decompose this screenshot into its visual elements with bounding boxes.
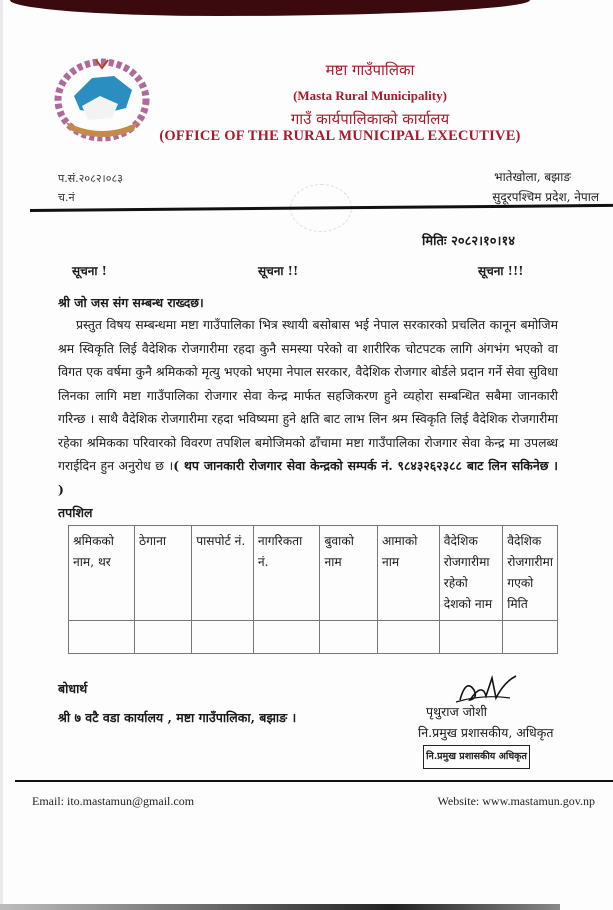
bodharth-recipient: श्री ७ वटै वडा कार्यालय , मष्टा गाउँपालिका, बझाङ । — [58, 710, 297, 725]
footer-divider — [15, 780, 613, 782]
issue-date: मितिः २०८२।१०।१४ — [422, 234, 516, 249]
table-cell[interactable] — [320, 621, 378, 654]
col-father-name: बुवाको नाम — [320, 526, 378, 621]
signature-icon — [452, 672, 522, 706]
col-worker-name: श्रमिकको नाम, थर — [69, 526, 135, 621]
table-header-row — [69, 526, 558, 621]
notice-body — [58, 313, 558, 501]
table-cell[interactable] — [377, 621, 439, 654]
notice-heading-3: सूचना !!! — [478, 264, 524, 278]
signatory-role: नि.प्रमुख प्रशासकीय, अधिकृत — [418, 725, 554, 740]
municipality-name-np: मष्टा गाउँपालिका — [325, 61, 415, 79]
table-cell[interactable] — [439, 621, 502, 654]
signatory-name: पृथुराज जोशी — [426, 704, 487, 719]
notice-paragraph: प्रस्तुत विषय सम्बन्धमा मष्टा गाउँपालिका भित्र स्थायी बसोबास भई नेपाल सरकारको प्रचलित कानून बमोजिम श्रम स्विकृति लिई वैदेशिक रोजगारीमा रहदा कुनै समस्या परेको वा शारीरिक चोटपटक लागि अंगभंग भएको वा विगत एक वर्षमा कुनै श्रमिकको मृत्यु भएको भएमा नेपाल सरकार, वैदेशिक रोजगार बोर्डले प्रदान गर्ने सेवा सुविधा लिनका लागि मष्टा गाउँपालिका रोजगार सेवा केन्द्र मार्फत सहजिकरण हुने व्यहोरा सम्बन्धित सबैमा जानकारी गरिन्छ । साथै वैदेशिक रोजगारीमा रहदा भविष्यमा हुने क्षति बाट लाभ लिन श्रम स्विकृति लिई वैदेशिक रोजगारीमा रहेका श्रमिकका परिवारको विवरण तपशिल बमोजिमको ढाँचामा मष्टा गाउँपालिका रोजगार सेवा केन्द्र मा उपलब्ध गराईदिन हुन अनुरोध छ । — [58, 317, 558, 473]
footer-email[interactable]: Email: ito.mastamun@gmail.com — [32, 794, 195, 808]
bottom-border-band — [0, 904, 560, 910]
municipality-name-en: (Masta Rural Municipality) — [293, 88, 447, 103]
table-cell[interactable] — [192, 621, 254, 654]
col-passport: पासपोर्ट नं. — [192, 526, 254, 621]
bodharth-label: बोधार्थ — [58, 681, 88, 696]
col-country: वैदेशिक रोजगारीमा रहेको देशको नाम — [439, 526, 502, 621]
table-title: तपशिल — [58, 505, 93, 520]
salutation: श्री जो जस संग सम्बन्ध राख्दछ। — [58, 295, 204, 310]
table-cell[interactable] — [503, 621, 558, 654]
col-mother-name: आमाको नाम — [377, 526, 439, 621]
dispatch-number: च.नं — [58, 191, 75, 204]
top-border-band — [10, 0, 530, 16]
address-line-2: सुदूरपश्चिम प्रदेश, नेपाल — [492, 190, 599, 204]
col-citizenship: नागरिकता नं. — [253, 526, 320, 621]
contact-note: ( थप जानकारी रोजगार सेवा केन्द्रको सम्पर्क नं. ९८४३२६२३८८ बाट लिन सकिनेछ । ) — [58, 458, 558, 497]
table-cell[interactable] — [253, 621, 320, 654]
office-name-np: गाउँ कार्यपालिकाको कार्यालय — [290, 110, 450, 128]
footer-website[interactable]: Website: www.mastamun.gov.np — [437, 794, 595, 808]
address-line-1: भातेखोला, बझाङ — [494, 170, 571, 184]
letter-number: प.सं.२०८२।०८३ — [58, 172, 123, 185]
notice-heading-1: सूचना ! — [72, 264, 107, 278]
table-cell[interactable] — [135, 621, 192, 654]
col-departure-date: वैदेशिक रोजगारीमा गएको मिति — [503, 526, 558, 621]
table-row — [69, 621, 558, 654]
table-cell[interactable] — [69, 621, 135, 654]
nepal-emblem-icon — [52, 56, 152, 142]
worker-details-table — [68, 525, 558, 654]
page-edge — [0, 0, 3, 910]
notice-heading-2: सूचना !! — [258, 264, 299, 278]
official-stamp: नि.प्रमुख प्रशासकीय अधिकृत — [423, 745, 530, 769]
office-name-en: (OFFICE OF THE RURAL MUNICIPAL EXECUTIVE) — [159, 128, 521, 144]
col-address: ठेगाना — [135, 526, 192, 621]
